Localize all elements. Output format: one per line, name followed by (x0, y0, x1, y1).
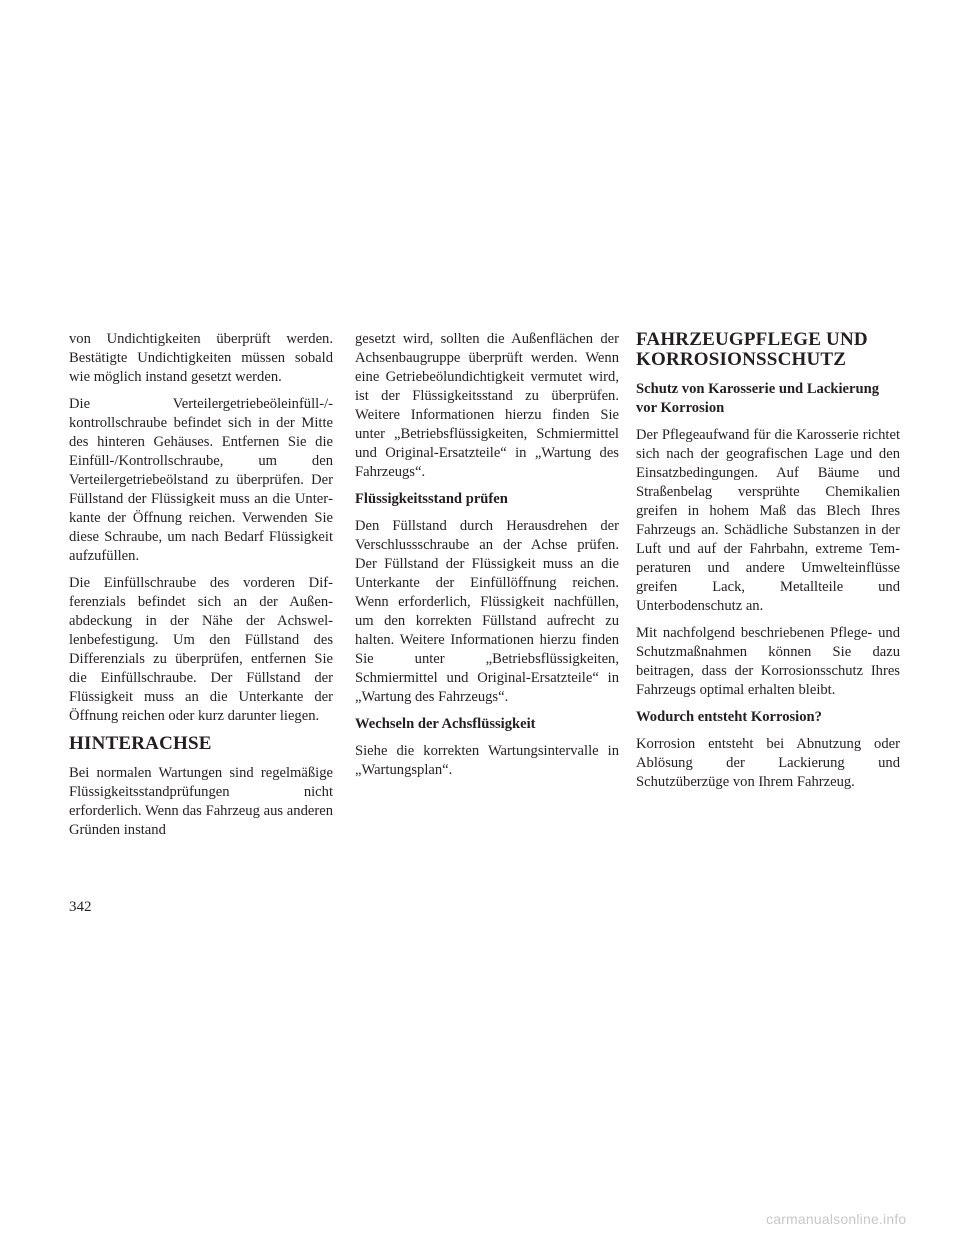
paragraph: Die Einfüllschraube des vorderen Differenzials befindet sich an der Außenabdeckung in der Nähe der Achswellenbefestigung. Um den Füllstand des Differenzials zu überprüfen, entfernen Sie die Einfüllschraube. Der Füllstand der Flüssigkeit muss an die Unterkante der Öffnung reichen oder kurz darunter liegen. (69, 575, 333, 724)
subheading-wodurch-korrosion: Wodurch entsteht Korrosion? (636, 709, 822, 725)
paragraph: Korrosion entsteht bei Abnutzung oder Ablösung der Lackierung und Schutzüberzüge von Ihrem Fahrzeug. (636, 736, 900, 790)
paragraph: Die Verteilergetriebeöleinfüll-/-kontrollschraube befindet sich in der Mitte des hinteren Gehäuses. Entfernen Sie die Einfüll-/Kontrollschraube, um den Verteilergetriebeölstand zu überprüfen. Der Füllstand der Flüssigkeit muss an die Unterkante der Öffnung reichen. Verwenden Sie diese Schraube, um nach Bedarf Flüssigkeit aufzufüllen. (69, 396, 333, 564)
paragraph: Siehe die korrekten Wartungsintervalle in „Wartungsplan“. (355, 743, 619, 778)
paragraph: von Undichtigkeiten überprüft werden. Bestätigte Undichtigkeiten müssen sobald wie möglich instand gesetzt werden. (69, 331, 333, 385)
paragraph: Bei normalen Wartungen sind regelmäßige Flüssigkeitsstandprüfungen nicht erforderlich. Wenn das Fahrzeug aus anderen Gründen instand (69, 765, 333, 838)
subheading-fluessigkeitsstand-pruefen: Flüssigkeitsstand prüfen (355, 491, 508, 507)
paragraph: Den Füllstand durch Herausdrehen der Verschlussschraube an der Achse prüfen. Der Füllstand der Flüssigkeit muss an die Unterkante der Einfüllöffnung reichen. Wenn erforderlich, Flüssigkeit nachfüllen, um den korrekten Füllstand aufrecht zu halten. Weitere Informationen hierzu finden Sie unter „Betriebsflüssigkeiten, Schmiermittel und Original-Ersatzteile“ in „Wartung des Fahrzeugs“. (355, 518, 619, 705)
paragraph: Mit nachfolgend beschriebenen Pflege- und Schutzmaßnahmen können Sie dazu beitragen, dass der Korrosionsschutz Ihres Fahrzeugs optimal erhalten bleibt. (636, 625, 900, 698)
section-heading-hinterachse: HINTERACHSE (69, 733, 212, 754)
paragraph: gesetzt wird, sollten die Außenflächen der Achsenbaugruppe überprüft werden. Wenn eine Getriebeölundichtigkeit vermutet wird, ist der Flüssigkeitsstand zu überprüfen. Weitere Informationen hierzu finden Sie unter „Betriebsflüssigkeiten, Schmiermittel und Original-Ersatzteile“ in „Wartung des Fahrzeugs“. (355, 331, 619, 480)
section-heading-fahrzeugpflege: FAHRZEUGPFLEGE UND KORROSIONSSCHUTZ (636, 329, 868, 370)
watermark: carmanualsonline.info (766, 1211, 907, 1227)
middle-column (355, 330, 619, 788)
left-column (69, 330, 333, 848)
subheading-schutz-karosserie: Schutz von Karosserie und Lackierung vor Korrosion (636, 381, 879, 416)
paragraph: Der Pflegeaufwand für die Karosserie richtet sich nach der geografischen Lage und den Einsatzbedingungen. Auf Bäume und Straßenbelag versprühte Chemikalien greifen in hohem Maß das Blech Ihres Fahrzeugs an. Schädliche Substanzen in der Luft und auf der Fahrbahn, extreme Temperaturen und andere Umwelteinflüsse greifen Lack, Metallteile und Unterbodenschutz an. (636, 427, 900, 614)
subheading-wechseln-achsfluessigkeit: Wechseln der Achsflüssigkeit (355, 716, 536, 732)
page-number: 342 (69, 899, 92, 915)
right-column (636, 330, 900, 800)
